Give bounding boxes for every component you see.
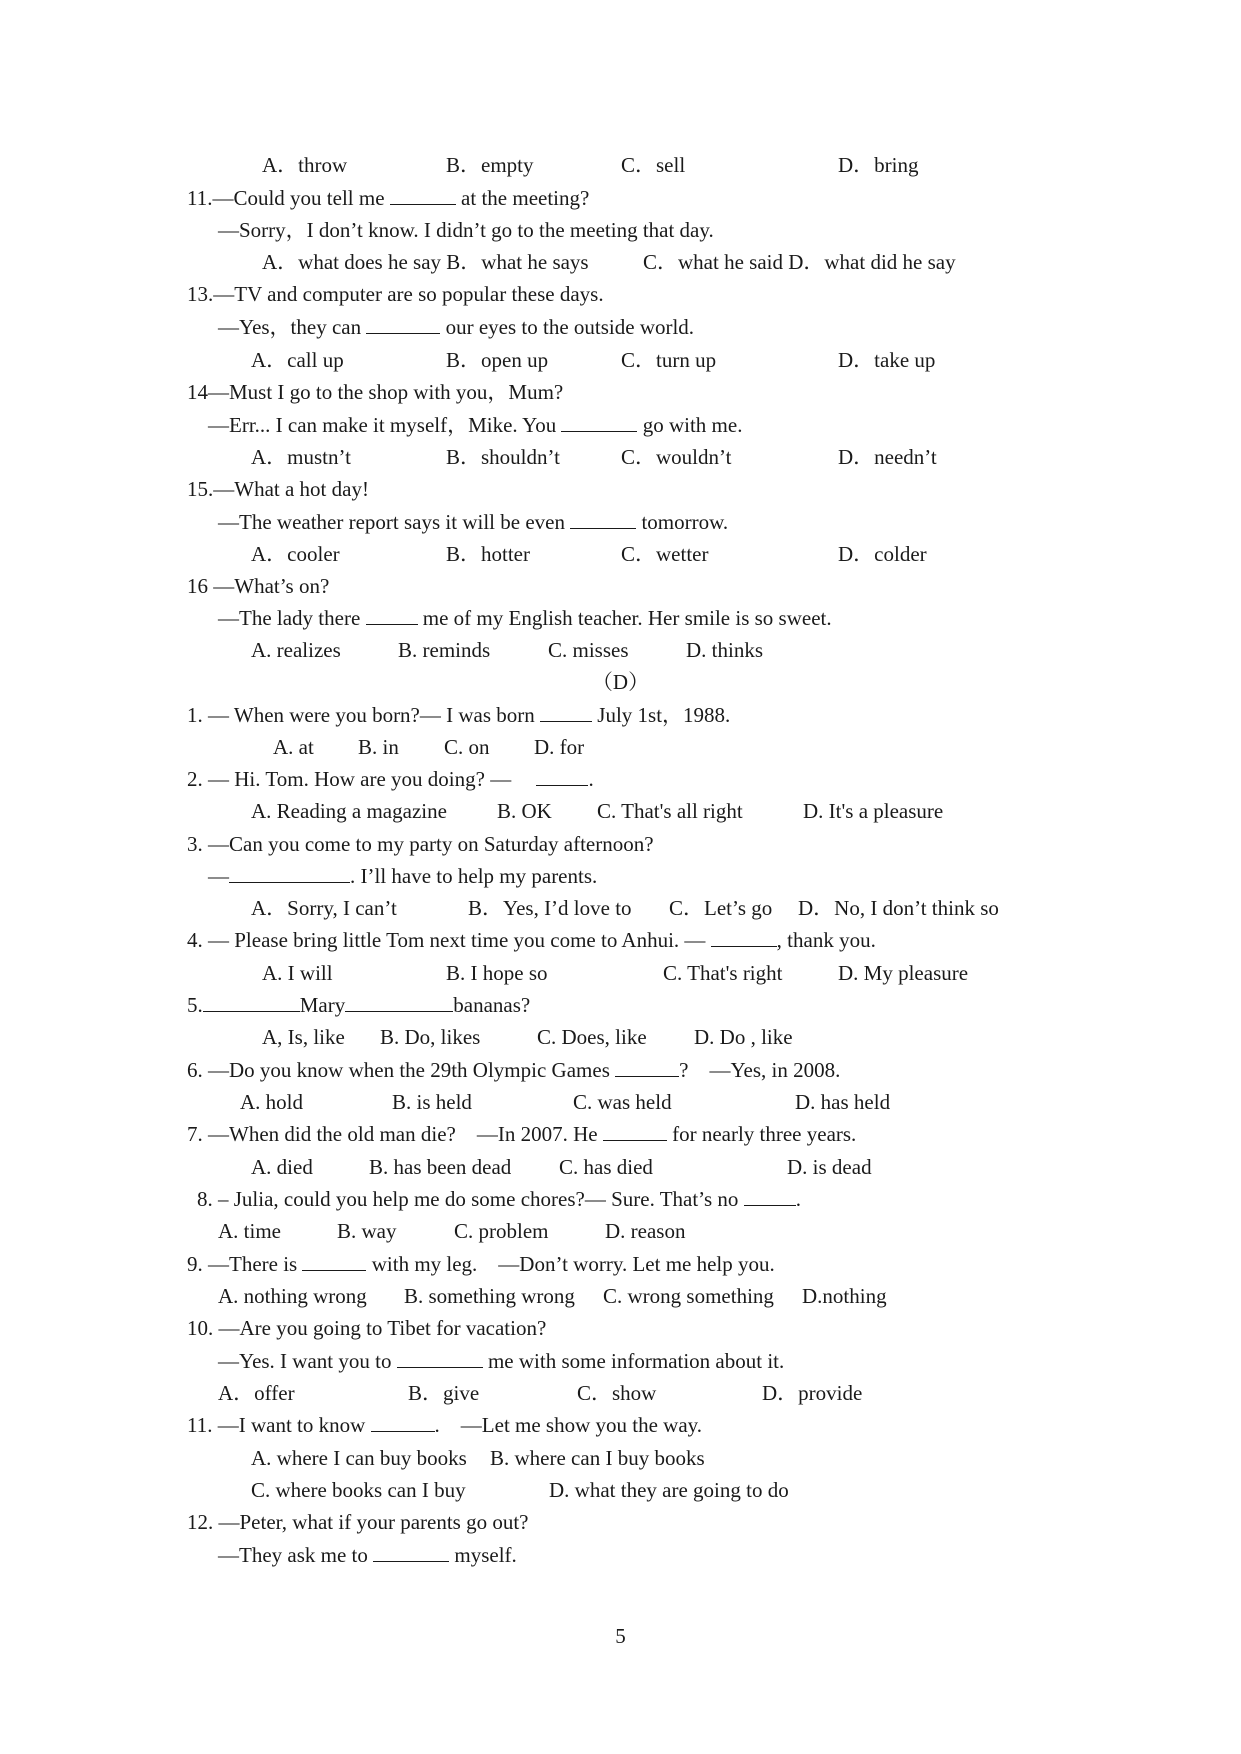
option-a: A. Reading a magazine [251, 799, 447, 823]
option-a: A. I will [262, 961, 333, 985]
question-stem: 8. – Julia, could you help me do some chores?— Sure. That’s no . [197, 1187, 801, 1211]
question-dialogue: —The weather report says it will be even tomorrow. [218, 510, 729, 534]
option-d: D. reason [605, 1219, 686, 1243]
question-stem: 5. Mary bananas? [187, 993, 531, 1017]
option-a: A. at [273, 735, 314, 759]
option-d: D．take up [838, 348, 936, 372]
option-d: D.nothing [802, 1284, 887, 1308]
option-d: D. My pleasure [838, 961, 969, 985]
option-b: B．shouldn’t [446, 445, 560, 469]
answer-blank [711, 928, 777, 947]
question-stem: 7. —When did the old man die? —In 2007. He for nearly three years. [187, 1122, 857, 1146]
option-a: A．cooler [251, 542, 340, 566]
answer-blank [366, 606, 418, 625]
option-d: D. has held [795, 1090, 891, 1114]
option-c: C．Let’s go [669, 896, 773, 920]
answer-blank [229, 864, 350, 883]
option-a: A．call up [251, 348, 344, 372]
option-a: A．throw [262, 153, 348, 177]
option-b: B．Yes, I’d love to [468, 896, 632, 920]
option-b: B. Do, likes [380, 1025, 481, 1049]
question-dialogue: —Sorry，I don’t know. I didn’t go to the meeting that day. [218, 218, 714, 242]
question-dialogue: —Yes，they can our eyes to the outside world. [218, 315, 695, 339]
option-d: D．bring [838, 153, 919, 177]
answer-blank [570, 510, 636, 529]
option-c: C．turn up [621, 348, 717, 372]
option-a: A. realizes [251, 638, 341, 662]
option-a: A. time [218, 1219, 281, 1243]
option-d: D. for [534, 735, 585, 759]
option-b: B. in [358, 735, 399, 759]
option-c: C．wouldn’t [621, 445, 732, 469]
option-d: D．colder [838, 542, 927, 566]
answer-blank [371, 1413, 435, 1432]
answer-blank [561, 413, 637, 432]
question-stem: 9. —There is with my leg. —Don’t worry. Let me help you. [187, 1252, 775, 1276]
option-b: B. is held [392, 1090, 472, 1114]
question-stem: 2. — Hi. Tom. How are you doing? — . [187, 767, 594, 791]
option-c: C．sell [621, 153, 686, 177]
option-c: C. has died [559, 1155, 653, 1179]
answer-blank [366, 315, 440, 334]
answer-blank [536, 767, 588, 786]
option-b: B. has been dead [369, 1155, 512, 1179]
option-c: C. on [444, 735, 490, 759]
question-stem: 10. —Are you going to Tibet for vacation? [187, 1316, 547, 1340]
answer-blank [603, 1122, 667, 1141]
option-ab: A．what does he say B．what he says [262, 250, 589, 274]
option-b: B. OK [497, 799, 552, 823]
option-c: C. problem [454, 1219, 549, 1243]
option-b: B．open up [446, 348, 549, 372]
option-a: A. where I can buy books [251, 1446, 467, 1470]
option-c: C. Does, like [537, 1025, 647, 1049]
option-b: B. way [337, 1219, 397, 1243]
section-heading: （D） [591, 670, 650, 694]
option-b: B. I hope so [446, 961, 548, 985]
question-stem: 4. — Please bring little Tom next time you come to Anhui. — , thank you. [187, 928, 876, 952]
question-stem: 13.—TV and computer are so popular these days. [187, 282, 604, 306]
answer-blank [345, 993, 453, 1012]
question-stem: 16 —What’s on? [187, 574, 330, 598]
answer-blank [302, 1252, 366, 1271]
question-stem: 14—Must I go to the shop with you，Mum? [187, 380, 564, 404]
answer-blank [203, 993, 300, 1012]
answer-blank [744, 1187, 796, 1206]
option-b: B. something wrong [404, 1284, 575, 1308]
page-number: 5 [615, 1624, 626, 1648]
question-dialogue: —Err... I can make it myself，Mike. You go with me. [208, 413, 743, 437]
answer-blank [390, 186, 456, 205]
option-c: C. That's all right [597, 799, 743, 823]
answer-blank [373, 1543, 449, 1562]
option-c: C. misses [548, 638, 629, 662]
question-stem: 11. —I want to know . —Let me show you the way. [187, 1413, 703, 1437]
answer-blank [397, 1349, 483, 1368]
question-stem: 6. —Do you know when the 29th Olympic Games ? —Yes, in 2008. [187, 1058, 841, 1082]
answer-blank [615, 1058, 679, 1077]
option-a: A．offer [218, 1381, 295, 1405]
option-a: A, Is, like [262, 1025, 345, 1049]
question-stem: 15.—What a hot day! [187, 477, 369, 501]
question-stem: 12. —Peter, what if your parents go out? [187, 1510, 529, 1534]
option-b: B．hotter [446, 542, 530, 566]
question-dialogue: —The lady there me of my English teacher. Her smile is so sweet. [218, 606, 832, 630]
option-c: C. was held [573, 1090, 672, 1114]
option-a: A. nothing wrong [218, 1284, 367, 1308]
option-a: A. hold [240, 1090, 303, 1114]
option-d: D. thinks [686, 638, 764, 662]
option-c: C．wetter [621, 542, 709, 566]
option-b: B. reminds [398, 638, 491, 662]
option-d: D. It's a pleasure [803, 799, 944, 823]
answer-blank [540, 703, 592, 722]
option-d: D．needn’t [838, 445, 937, 469]
question-stem: 1. — When were you born?— I was born July 1st，1988. [187, 703, 731, 727]
option-d: D. what they are going to do [549, 1478, 789, 1502]
option-a: A. died [251, 1155, 313, 1179]
question-dialogue: —Yes. I want you to me with some information about it. [218, 1349, 785, 1373]
option-c: C. That's right [663, 961, 783, 985]
question-dialogue: — . I’ll have to help my parents. [208, 864, 598, 888]
option-c: C. where books can I buy [251, 1478, 466, 1502]
option-b: B．give [408, 1381, 480, 1405]
question-stem: 3. —Can you come to my party on Saturday afternoon? [187, 832, 654, 856]
option-a: A．mustn’t [251, 445, 351, 469]
option-d: D．provide [762, 1381, 863, 1405]
option-c: C．show [577, 1381, 657, 1405]
question-stem: 11.—Could you tell me at the meeting? [187, 186, 590, 210]
question-dialogue: —They ask me to myself. [218, 1543, 517, 1567]
option-d: D. is dead [787, 1155, 872, 1179]
option-cd: C．what he said D．what did he say [643, 250, 956, 274]
option-b: B．empty [446, 153, 534, 177]
option-a: A．Sorry, I can’t [251, 896, 397, 920]
option-d: D. Do , like [694, 1025, 793, 1049]
option-d: D．No, I don’t think so [798, 896, 999, 920]
option-c: C. wrong something [603, 1284, 774, 1308]
option-b: B. where can I buy books [490, 1446, 705, 1470]
